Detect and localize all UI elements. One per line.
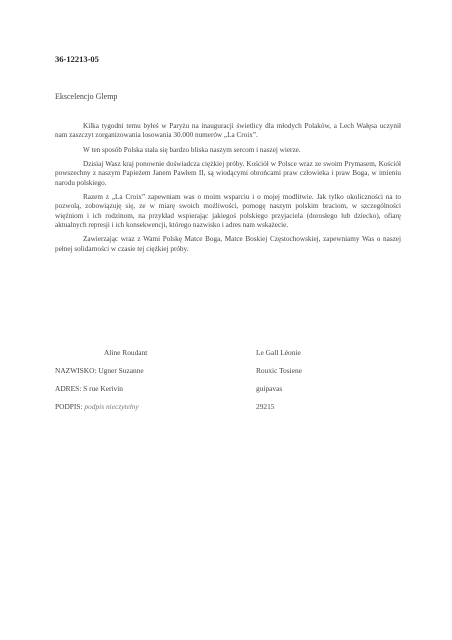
podpis-value: podpis nieczytelny [84,402,139,411]
podpis-right-value: 29215 [256,402,275,411]
paragraph-2: W ten sposób Polska stała się bardzo bliska naszym sercom i naszej wierze. [83,145,301,154]
signer-name-right: Le Gall Léonie [256,348,301,357]
nazwisko-field [55,366,144,375]
podpis-row [0,402,452,414]
adres-right-value: guipavas [256,384,283,393]
podpis-label: PODPIS: [55,402,83,411]
paragraph-3: Dzisiaj Wasz kraj ponownie doświadcza ciężkiej próby. Kościół w Polsce wraz ze swoim Prymasem, Kościół powszechny z naszym Papieżem Janem Pawłem II, są wiodącymi obrońcami praw człowieka i praw Boga, w imieniu narodu polskiego. [55,159,401,187]
nazwisko-right-value: Rouxic Tosiene [256,366,302,375]
paragraph-5: Zawierzając wraz z Wami Polskę Matce Boga, Matce Boskiej Częstochowskiej, zapewniamy Was o naszej pełnej solidarności w czasie tej ciężkiej próby. [55,235,401,253]
adres-value: S rue Kerivin [83,384,123,393]
paragraph-4: Razem z „La Croix” zapewniam was o moim wsparciu i o mojej modlitwie. Jak tylko okoliczności na to pozwolą, zobowiązuję się, ze w miarę swoich możliwości, pomogę naszym polskim braciom, w szczególności więźniom i ich rodzinom, na przykład wspierając jakiegoś polskiego przyjaciela (dorosłego lub dziecko), ofiarę aktualnych represji i ich konsekwencji, którego nazwisko i adres nam wskażecie. [55,192,401,230]
podpis-field [55,402,139,411]
nazwisko-value: Ugner Suzanne [98,366,144,375]
document-number: 36-12213-05 [55,54,99,64]
adres-row [0,384,452,396]
adres-label: ADRES: [55,384,82,393]
signer-name-left: Aline Roudant [104,348,148,357]
salutation: Ekscelencjo Glemp [55,92,118,101]
letter-body [55,122,401,259]
nazwisko-row [0,366,452,378]
signature-names-row [0,348,452,360]
adres-field [55,384,123,393]
paragraph-1: Kilka tygodni temu byłeś w Paryżu na inauguracji świetlicy dla młodych Polaków, a Lech Wałęsa uczynił nam zaszczyt zorganizowania losowania 30.000 numerów „La Croix”. [55,122,401,140]
nazwisko-label: NAZWISKO: [55,366,97,375]
